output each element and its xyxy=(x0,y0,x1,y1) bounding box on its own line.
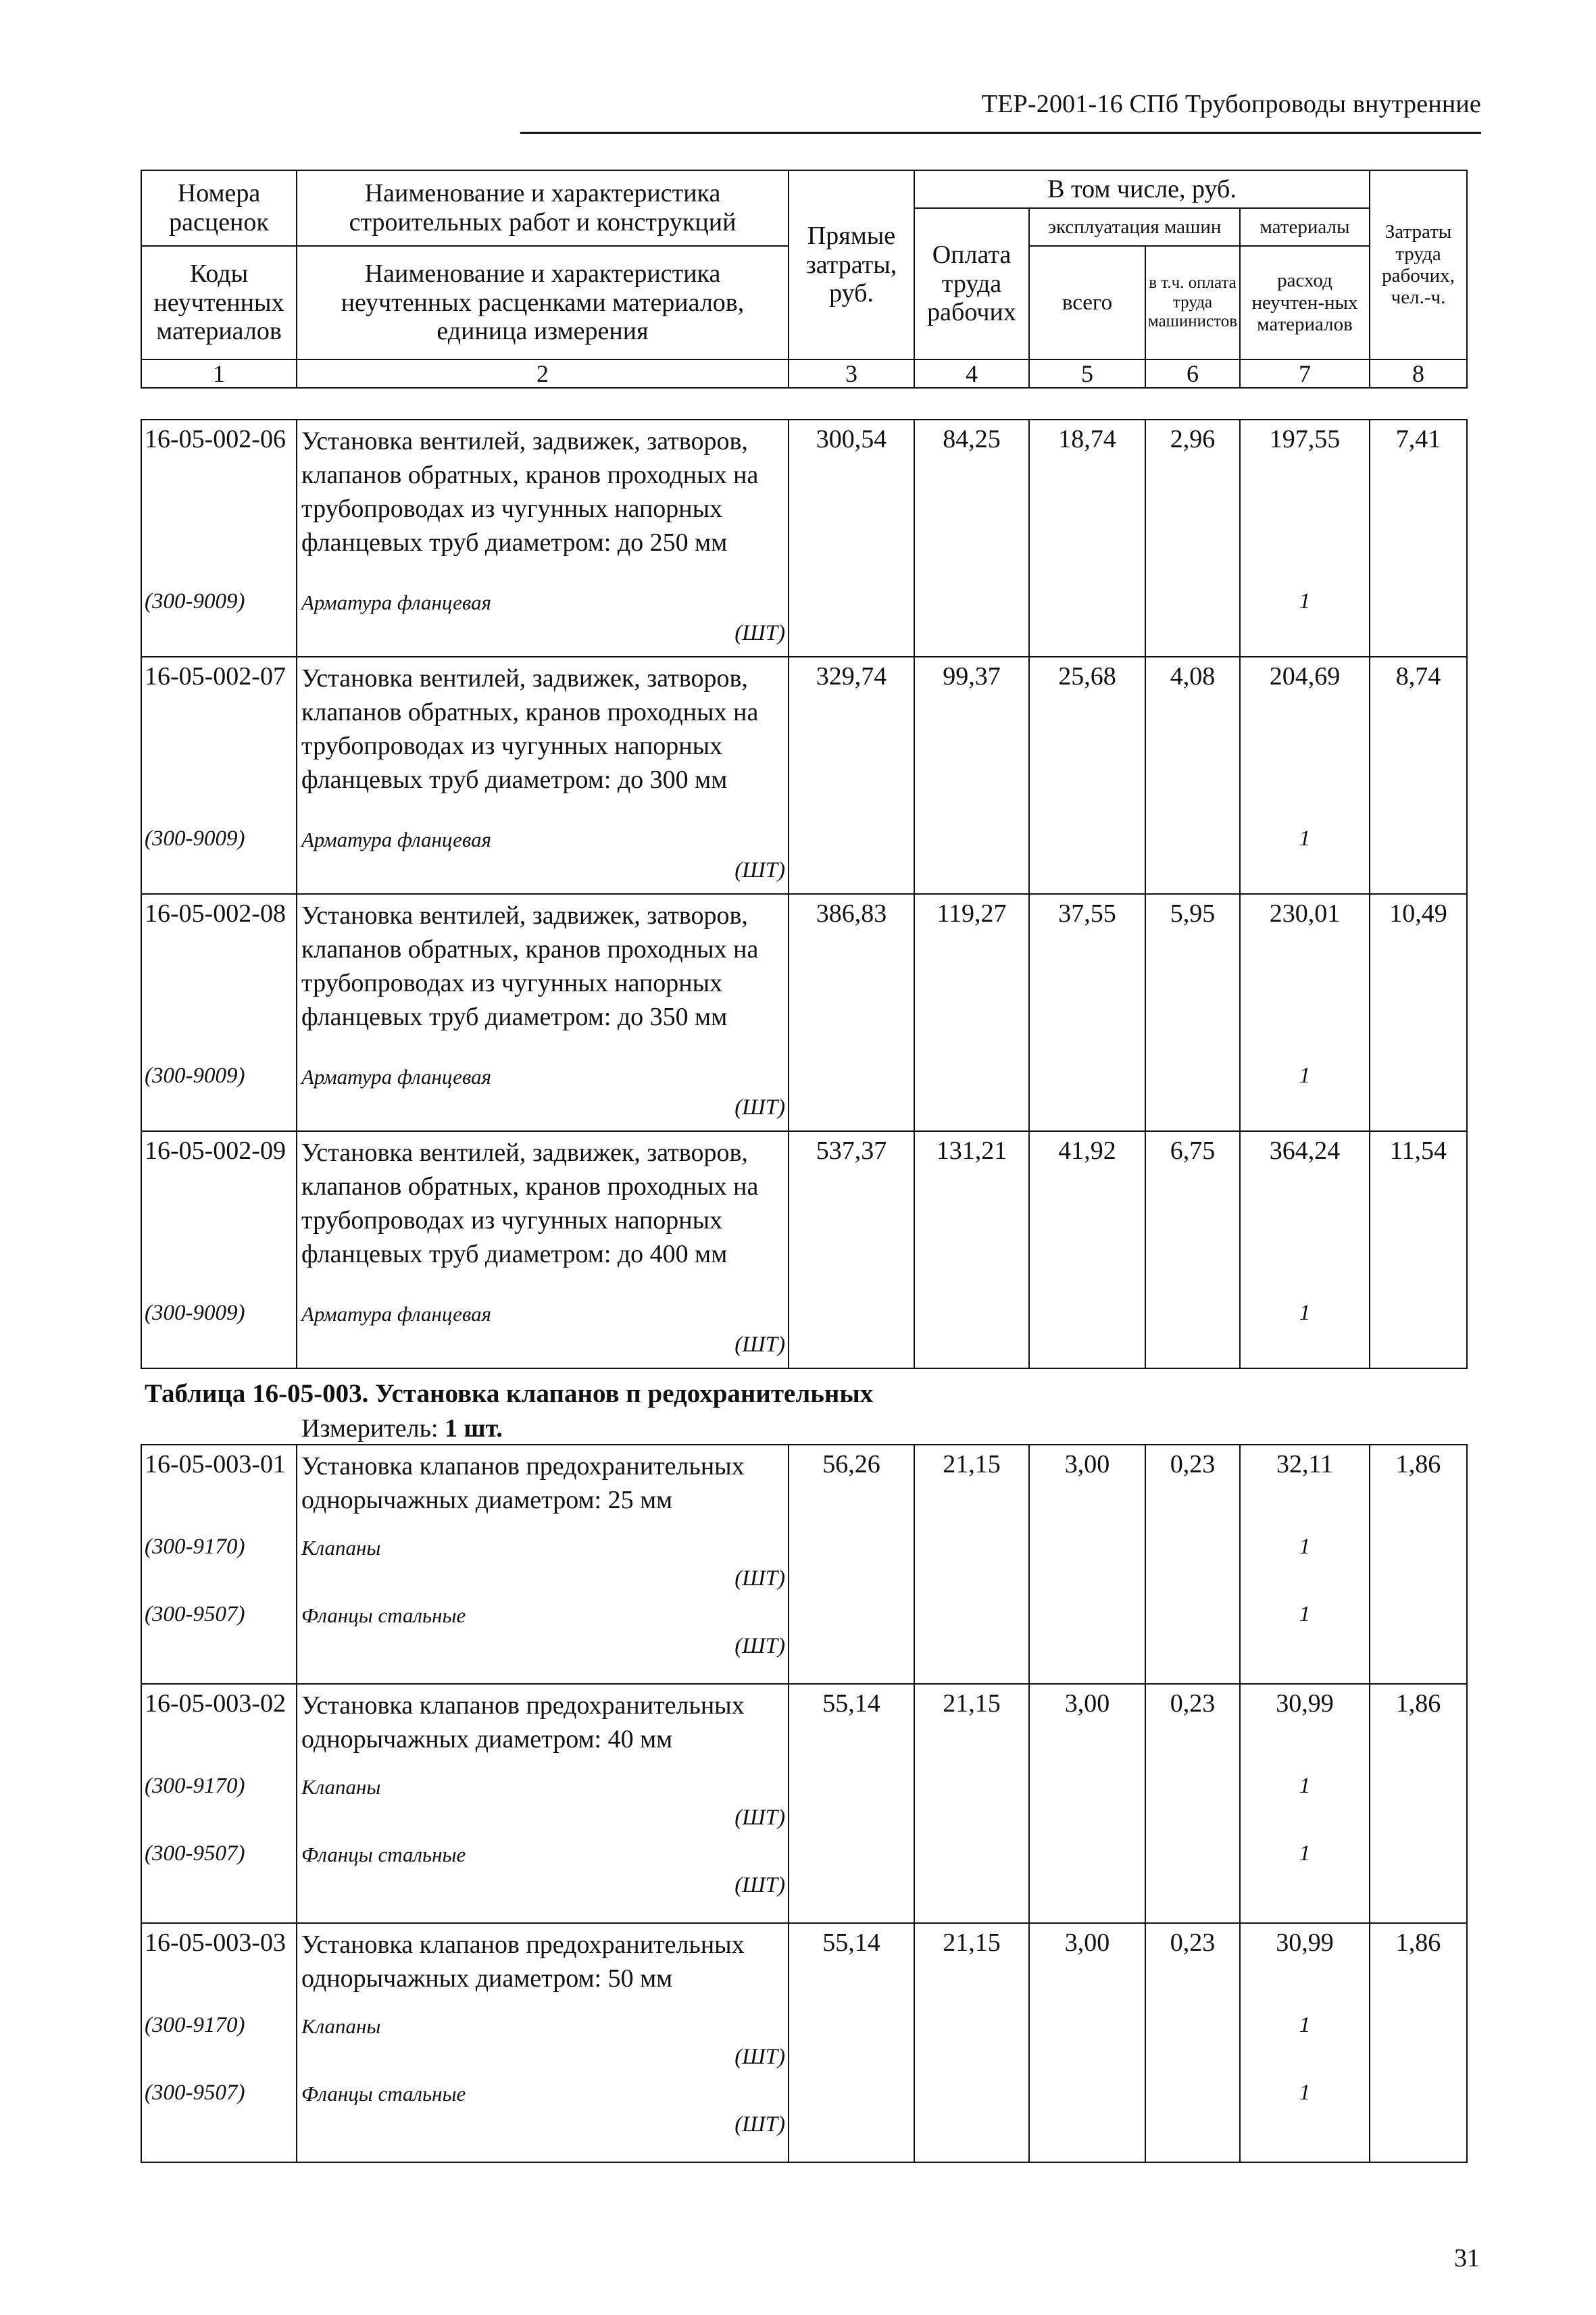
machine-labor-value: 0,23 xyxy=(1170,1689,1216,1718)
direct-costs-value: 386,83 xyxy=(816,899,887,928)
labor-hours-cell xyxy=(1370,420,1467,657)
header-c1-top: Номера расценок xyxy=(141,170,297,246)
material-name: Клапаны xyxy=(301,1536,381,1560)
material-name: Арматура фланцевая xyxy=(301,1302,492,1326)
machine-total-value: 3,00 xyxy=(1064,1928,1110,1957)
labor-hours-cell xyxy=(1370,1923,1467,2162)
material-quantity: 1 xyxy=(1299,1064,1311,1088)
rate-code: 16-05-002-07 xyxy=(145,662,286,691)
machine-total-cell xyxy=(1029,420,1145,657)
machine-total-cell xyxy=(1029,1684,1145,1923)
material-code: (300-9507) xyxy=(145,1841,245,1866)
header-num-5: 5 xyxy=(1029,359,1145,388)
header-rule xyxy=(520,132,1481,134)
machine-total-value: 37,55 xyxy=(1058,899,1116,928)
machine-labor-value: 0,23 xyxy=(1170,1450,1216,1478)
rate-code-cell xyxy=(141,420,297,657)
material-code: (300-9170) xyxy=(145,1535,245,1559)
rate-code: 16-05-003-02 xyxy=(145,1689,286,1718)
rate-code-cell xyxy=(141,657,297,894)
material-unit: (ШТ) xyxy=(734,2112,785,2137)
materials-cost-cell xyxy=(1240,1131,1370,1368)
labor-pay-cell xyxy=(914,1445,1029,1684)
materials-cost-value: 30,99 xyxy=(1276,1928,1334,1957)
labor-hours-value: 1,86 xyxy=(1395,1450,1441,1478)
header-c2-bottom: Наименование и характеристика неучтенных расценками материалов, единица измерения xyxy=(297,246,789,359)
labor-hours-cell xyxy=(1370,657,1467,894)
machine-labor-value: 6,75 xyxy=(1170,1137,1216,1165)
rate-description: Установка клапанов предохранительных однорычажных диаметром: 40 мм xyxy=(301,1691,745,1754)
labor-pay-value: 131,21 xyxy=(936,1137,1007,1165)
header-num-8: 8 xyxy=(1370,359,1467,388)
materials-cost-cell xyxy=(1240,1684,1370,1923)
labor-hours-value: 1,86 xyxy=(1395,1689,1441,1718)
machine-total-cell xyxy=(1029,657,1145,894)
header-c5: всего xyxy=(1029,246,1145,359)
material-unit: (ШТ) xyxy=(734,2045,785,2069)
rate-code-cell xyxy=(141,1131,297,1368)
machine-labor-cell xyxy=(1145,1684,1240,1923)
material-quantity: 1 xyxy=(1299,1602,1311,1626)
machine-labor-value: 5,95 xyxy=(1170,899,1216,928)
header-c7: расход неучтен-ных материалов xyxy=(1240,246,1370,359)
rate-description: Установка клапанов предохранительных однорычажных диаметром: 50 мм xyxy=(301,1931,745,1993)
header-num-7: 7 xyxy=(1240,359,1370,388)
labor-hours-cell xyxy=(1370,1131,1467,1368)
machine-labor-value: 0,23 xyxy=(1170,1928,1216,1957)
meter-value: 1 шт. xyxy=(445,1414,503,1443)
material-quantity: 1 xyxy=(1299,589,1311,614)
machine-total-value: 41,92 xyxy=(1058,1137,1116,1165)
material-code: (300-9009) xyxy=(145,1064,245,1088)
table-row xyxy=(141,657,1467,894)
material-name: Фланцы стальные xyxy=(301,1843,466,1866)
machine-labor-cell xyxy=(1145,1445,1240,1684)
rate-code: 16-05-002-09 xyxy=(145,1137,286,1165)
material-unit: (ШТ) xyxy=(734,858,785,882)
labor-pay-cell xyxy=(914,1131,1029,1368)
rate-description: Установка вентилей, задвижек, затворов, клапанов обратных, кранов проходных на трубопроводах из чугунных напорных фланцевых труб диаметром: до 300 мм xyxy=(301,664,759,795)
rate-code-cell xyxy=(141,1684,297,1923)
rate-description: Установка вентилей, задвижек, затворов, клапанов обратных, кранов проходных на трубопроводах из чугунных напорных фланцевых труб диаметром: до 250 мм xyxy=(301,427,759,557)
header-c8: Затраты труда рабочих, чел.-ч. xyxy=(1370,170,1467,359)
material-name: Арматура фланцевая xyxy=(301,828,492,851)
material-quantity: 1 xyxy=(1299,2081,1311,2105)
rate-description: Установка клапанов предохранительных однорычажных диаметром: 25 мм xyxy=(301,1452,745,1515)
rate-description-cell xyxy=(297,1445,789,1684)
rate-description-cell xyxy=(297,894,789,1131)
rate-description-cell xyxy=(297,1923,789,2162)
table-title-16-05-003: Таблица 16-05-003. Установка клапанов п редохранительных xyxy=(145,1379,874,1408)
machine-total-cell xyxy=(1029,1923,1145,2162)
labor-hours-cell xyxy=(1370,1684,1467,1923)
labor-pay-value: 84,25 xyxy=(943,425,1001,453)
direct-costs-cell xyxy=(789,1923,914,2162)
column-header-table xyxy=(141,170,1468,389)
direct-costs-cell xyxy=(789,1131,914,1368)
table-row xyxy=(141,420,1467,657)
rate-code-cell xyxy=(141,894,297,1131)
table-row xyxy=(141,1445,1467,1684)
header-c1-bottom: Коды неучтенных материалов xyxy=(141,246,297,359)
rate-description: Установка вентилей, задвижек, затворов, клапанов обратных, кранов проходных на трубопроводах из чугунных напорных фланцевых труб диаметром: до 400 мм xyxy=(301,1139,759,1269)
material-unit: (ШТ) xyxy=(734,1806,785,1830)
rate-code: 16-05-002-08 xyxy=(145,899,286,928)
materials-cost-cell xyxy=(1240,657,1370,894)
table-row xyxy=(141,1131,1467,1368)
material-code: (300-9507) xyxy=(145,2081,245,2105)
labor-hours-value: 11,54 xyxy=(1389,1137,1447,1165)
header-num-3: 3 xyxy=(789,359,914,388)
header-group: В том числе, руб. xyxy=(914,170,1370,208)
rate-description: Установка вентилей, задвижек, затворов, клапанов обратных, кранов проходных на трубопроводах из чугунных напорных фланцевых труб диаметром: до 350 мм xyxy=(301,901,759,1032)
machine-labor-cell xyxy=(1145,1923,1240,2162)
direct-costs-cell xyxy=(789,1684,914,1923)
material-name: Клапаны xyxy=(301,1775,381,1799)
materials-cost-cell xyxy=(1240,894,1370,1131)
material-unit: (ШТ) xyxy=(734,1566,785,1591)
material-unit: (ШТ) xyxy=(734,621,785,645)
material-quantity: 1 xyxy=(1299,2013,1311,2037)
labor-hours-value: 1,86 xyxy=(1395,1928,1441,1957)
labor-pay-value: 21,15 xyxy=(943,1928,1001,1957)
header-num-2: 2 xyxy=(297,359,789,388)
header-num-1: 1 xyxy=(141,359,297,388)
labor-hours-value: 8,74 xyxy=(1395,662,1441,691)
direct-costs-value: 55,14 xyxy=(822,1928,880,1957)
machine-labor-value: 4,08 xyxy=(1170,662,1216,691)
material-code: (300-9009) xyxy=(145,826,245,851)
header-c4: Оплата труда рабочих xyxy=(914,208,1029,359)
materials-cost-value: 32,11 xyxy=(1276,1450,1334,1478)
material-name: Арматура фланцевая xyxy=(301,1065,492,1089)
direct-costs-cell xyxy=(789,894,914,1131)
labor-pay-cell xyxy=(914,1684,1029,1923)
meter-label: Измеритель: xyxy=(301,1414,439,1443)
labor-pay-value: 21,15 xyxy=(943,1689,1001,1718)
rate-code-cell xyxy=(141,1445,297,1684)
labor-pay-value: 119,27 xyxy=(937,899,1007,928)
material-unit: (ШТ) xyxy=(734,1095,785,1120)
direct-costs-value: 329,74 xyxy=(816,662,887,691)
labor-hours-cell xyxy=(1370,894,1467,1131)
rate-description-cell xyxy=(297,1131,789,1368)
material-code: (300-9009) xyxy=(145,589,245,614)
material-quantity: 1 xyxy=(1299,826,1311,851)
labor-hours-cell xyxy=(1370,1445,1467,1684)
header-materials: материалы xyxy=(1240,208,1370,246)
machine-total-value: 25,68 xyxy=(1058,662,1116,691)
machine-labor-cell xyxy=(1145,1131,1240,1368)
rate-code: 16-05-003-01 xyxy=(145,1450,286,1478)
machine-total-cell xyxy=(1029,894,1145,1131)
material-name: Фланцы стальные xyxy=(301,1603,466,1627)
machine-total-cell xyxy=(1029,1131,1145,1368)
material-quantity: 1 xyxy=(1299,1301,1311,1325)
materials-cost-cell xyxy=(1240,1445,1370,1684)
material-name: Арматура фланцевая xyxy=(301,591,492,614)
machine-labor-cell xyxy=(1145,420,1240,657)
header-num-4: 4 xyxy=(914,359,1029,388)
material-name: Фланцы стальные xyxy=(301,2082,466,2106)
rate-description-cell xyxy=(297,420,789,657)
page-number: 31 xyxy=(1454,2244,1480,2272)
direct-costs-value: 55,14 xyxy=(822,1689,880,1718)
rate-description-cell xyxy=(297,1684,789,1923)
table-meter xyxy=(301,1414,503,1443)
material-unit: (ШТ) xyxy=(734,1333,785,1357)
direct-costs-value: 537,37 xyxy=(816,1137,887,1165)
labor-pay-cell xyxy=(914,894,1029,1131)
direct-costs-cell xyxy=(789,420,914,657)
header-c2-top: Наименование и характеристика строительных работ и конструкций xyxy=(297,170,789,246)
direct-costs-cell xyxy=(789,657,914,894)
machine-total-cell xyxy=(1029,1445,1145,1684)
material-code: (300-9009) xyxy=(145,1301,245,1325)
direct-costs-value: 300,54 xyxy=(816,425,887,453)
rate-code-cell xyxy=(141,1923,297,2162)
material-quantity: 1 xyxy=(1299,1774,1311,1798)
header-num-6: 6 xyxy=(1145,359,1240,388)
labor-hours-value: 7,41 xyxy=(1395,425,1441,453)
materials-cost-value: 204,69 xyxy=(1269,662,1341,691)
header-c6: в т.ч. оплата труда машинистов xyxy=(1145,246,1240,359)
materials-cost-value: 230,01 xyxy=(1269,899,1341,928)
material-name: Клапаны xyxy=(301,2014,381,2038)
material-unit: (ШТ) xyxy=(734,1634,785,1658)
machine-total-value: 3,00 xyxy=(1064,1689,1110,1718)
labor-hours-value: 10,49 xyxy=(1389,899,1447,928)
materials-cost-cell xyxy=(1240,420,1370,657)
machine-total-value: 3,00 xyxy=(1064,1450,1110,1478)
labor-pay-cell xyxy=(914,420,1029,657)
direct-costs-cell xyxy=(789,1445,914,1684)
labor-pay-value: 99,37 xyxy=(943,662,1001,691)
rate-code: 16-05-003-03 xyxy=(145,1928,286,1957)
materials-cost-value: 197,55 xyxy=(1269,425,1341,453)
rates-table-16-05-002 xyxy=(141,419,1468,1369)
page-header-title: ТЕР-2001-16 СПб Трубопроводы внутренние xyxy=(981,90,1481,118)
material-code: (300-9170) xyxy=(145,2013,245,2037)
labor-pay-cell xyxy=(914,657,1029,894)
table-row xyxy=(141,1684,1467,1923)
material-code: (300-9507) xyxy=(145,1602,245,1626)
material-code: (300-9170) xyxy=(145,1774,245,1798)
material-quantity: 1 xyxy=(1299,1841,1311,1866)
materials-cost-cell xyxy=(1240,1923,1370,2162)
material-quantity: 1 xyxy=(1299,1535,1311,1559)
table-row xyxy=(141,1923,1467,2162)
materials-cost-value: 30,99 xyxy=(1276,1689,1334,1718)
labor-pay-cell xyxy=(914,1923,1029,2162)
labor-pay-value: 21,15 xyxy=(943,1450,1001,1478)
header-c3: Прямые затраты, руб. xyxy=(789,170,914,359)
table-row xyxy=(141,894,1467,1131)
machine-labor-cell xyxy=(1145,894,1240,1131)
material-unit: (ШТ) xyxy=(734,1873,785,1897)
rate-code: 16-05-002-06 xyxy=(145,425,286,453)
rates-table-16-05-003 xyxy=(141,1444,1468,2163)
materials-cost-value: 364,24 xyxy=(1269,1137,1341,1165)
direct-costs-value: 56,26 xyxy=(822,1450,880,1478)
machine-labor-cell xyxy=(1145,657,1240,894)
header-machines: эксплуатация машин xyxy=(1029,208,1240,246)
machine-total-value: 18,74 xyxy=(1058,425,1116,453)
machine-labor-value: 2,96 xyxy=(1170,425,1216,453)
rate-description-cell xyxy=(297,657,789,894)
